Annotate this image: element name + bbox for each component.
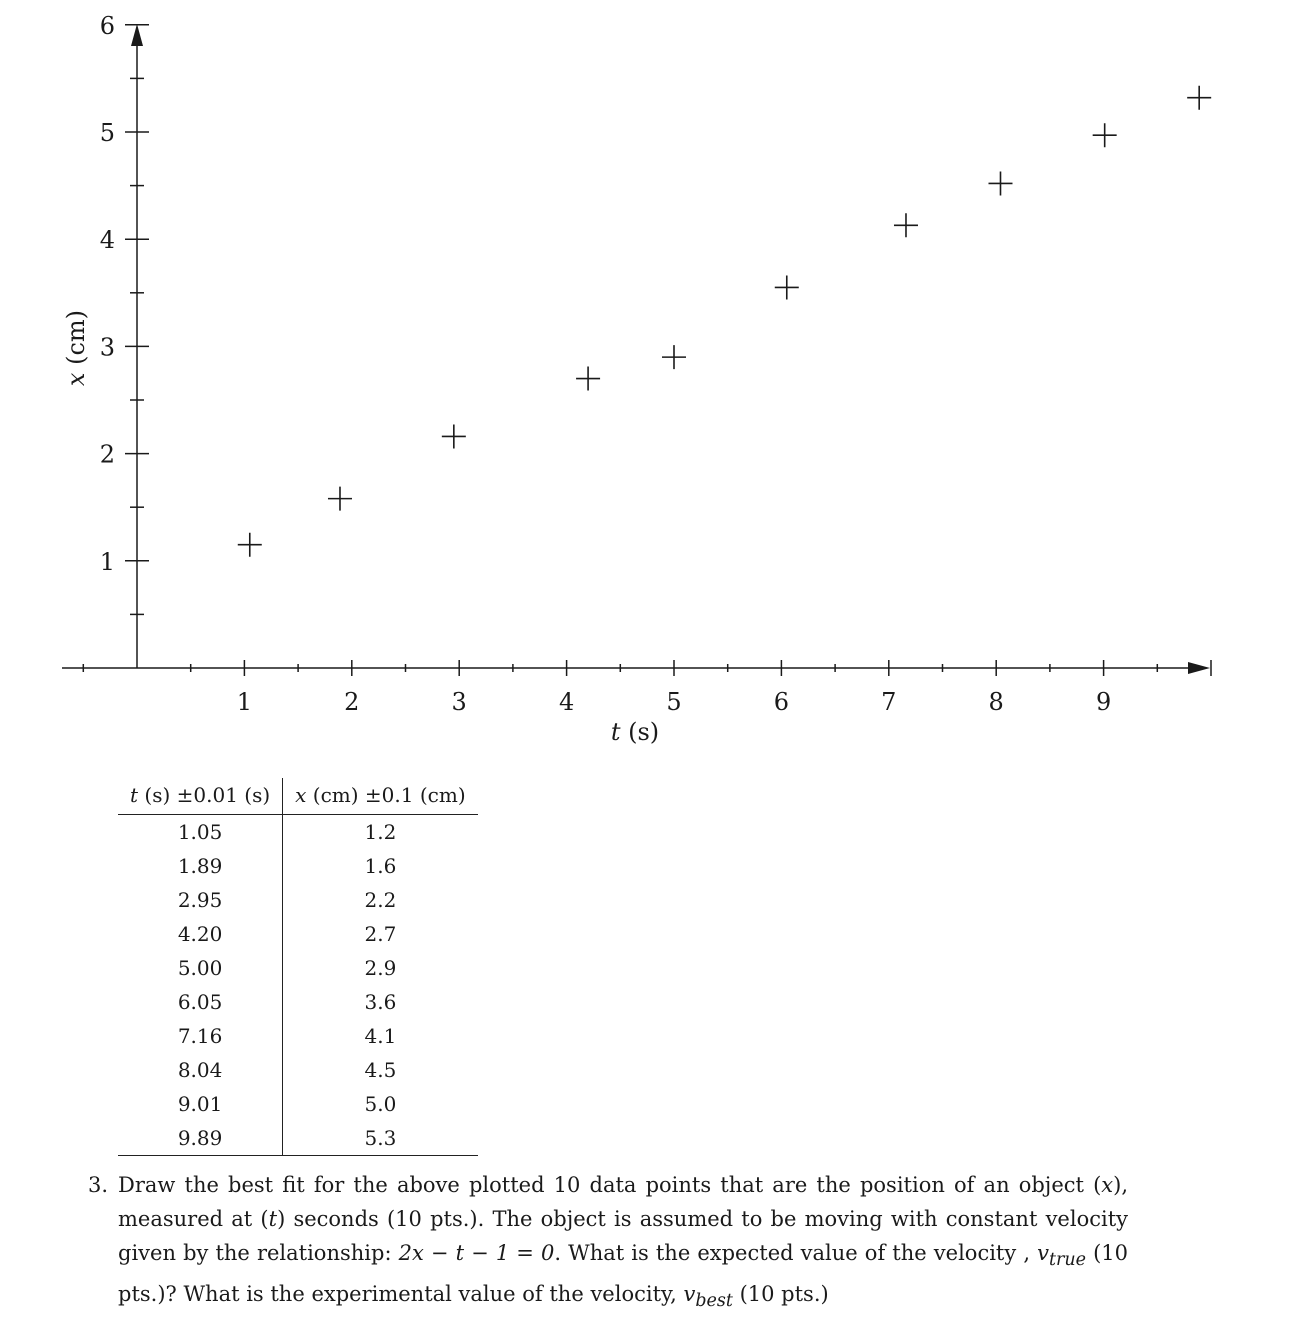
y-tick-label: 4	[99, 226, 115, 255]
position-cell: 2.2	[364, 888, 397, 912]
time-cell: 8.04	[118, 1053, 283, 1087]
time-cell: 4.20	[118, 917, 283, 951]
position-cell: 1.2	[364, 820, 397, 844]
x-tick-label: 6	[773, 688, 790, 716]
table-row	[118, 951, 478, 985]
table-row	[118, 849, 478, 883]
y-axis-arrow	[131, 24, 143, 46]
data-point	[988, 171, 1012, 195]
y-tick-label: 2	[99, 440, 115, 469]
x-tick-label: 5	[666, 688, 682, 716]
time-cell: 1.89	[118, 849, 283, 883]
table-row	[118, 1087, 478, 1121]
data-point	[576, 367, 600, 391]
x-tick-label: 1	[236, 688, 253, 716]
table-header-row	[118, 778, 478, 815]
time-cell: 1.05	[118, 815, 283, 850]
x-tick-label: 3	[451, 688, 467, 716]
y-tick-label: 5	[99, 119, 115, 147]
x-tick-label: 9	[1095, 688, 1112, 716]
table-row	[118, 1019, 478, 1053]
data-point	[894, 213, 918, 237]
x-tick-label: 8	[988, 688, 1004, 716]
x-axis-arrow	[1188, 662, 1210, 674]
x-tick-label: 2	[344, 688, 360, 716]
axes	[62, 24, 1210, 674]
data-point	[238, 533, 262, 557]
data-point	[775, 275, 799, 299]
x-tick-label: 7	[881, 688, 897, 716]
header-time: t (s) ±0.01 (s)	[118, 778, 283, 815]
y-tick-label: 3	[99, 333, 115, 362]
data-point	[442, 424, 466, 448]
table-row	[118, 883, 478, 917]
table-row	[118, 1053, 478, 1087]
position-cell: 4.1	[364, 1024, 397, 1048]
data-point	[328, 487, 352, 511]
question-number: 3.	[88, 1173, 109, 1197]
position-cell: 4.5	[364, 1058, 397, 1082]
data-points	[238, 86, 1211, 557]
data-table	[118, 778, 478, 1156]
time-cell: 7.16	[118, 1019, 283, 1053]
position-cell: 2.7	[364, 922, 397, 946]
position-cell: 3.6	[364, 990, 397, 1014]
time-cell: 5.00	[118, 951, 283, 985]
time-cell: 9.01	[118, 1087, 283, 1121]
y-tick-label: 6	[99, 11, 115, 40]
data-point	[1093, 123, 1117, 147]
x-tick-label: 4	[558, 688, 575, 716]
y-axis-label: x (cm)	[62, 309, 90, 387]
tick-labels	[100, 12, 1112, 716]
table-row	[118, 985, 478, 1019]
time-cell: 6.05	[118, 985, 283, 1019]
position-cell: 2.9	[364, 956, 397, 980]
position-cell: 1.6	[364, 854, 397, 878]
data-point	[662, 345, 686, 369]
axis-ticks	[83, 25, 1211, 676]
header-position: x (cm) ±0.1 (cm)	[283, 778, 478, 815]
question-text: Draw the best fit for the above plotted 10 data points that are the position of an object (x), measured at (t) seconds (10 pts.). The object is assumed to be moving with constant velocity given by the relationship: 2x − t − 1 = 0. What is the expected value of the velocity , $v_{true}$ (10 pts.)? What is the experimental value of the velocity, $v_{best}$ (10 pts.)	[118, 1173, 1129, 1312]
time-cell: 9.89	[118, 1121, 283, 1156]
x-axis-label: t (s)	[610, 718, 660, 746]
position-cell: 5.3	[283, 1121, 478, 1156]
table-row	[118, 815, 478, 850]
data-point	[1187, 86, 1211, 110]
time-cell: 2.95	[118, 883, 283, 917]
y-tick-label: 1	[99, 547, 115, 576]
equation: 2x − t − 1 = 0	[398, 1241, 555, 1265]
question-3	[88, 1168, 1128, 1318]
table-row	[118, 917, 478, 951]
table-row	[118, 1121, 478, 1156]
position-cell: 5.0	[364, 1092, 397, 1116]
